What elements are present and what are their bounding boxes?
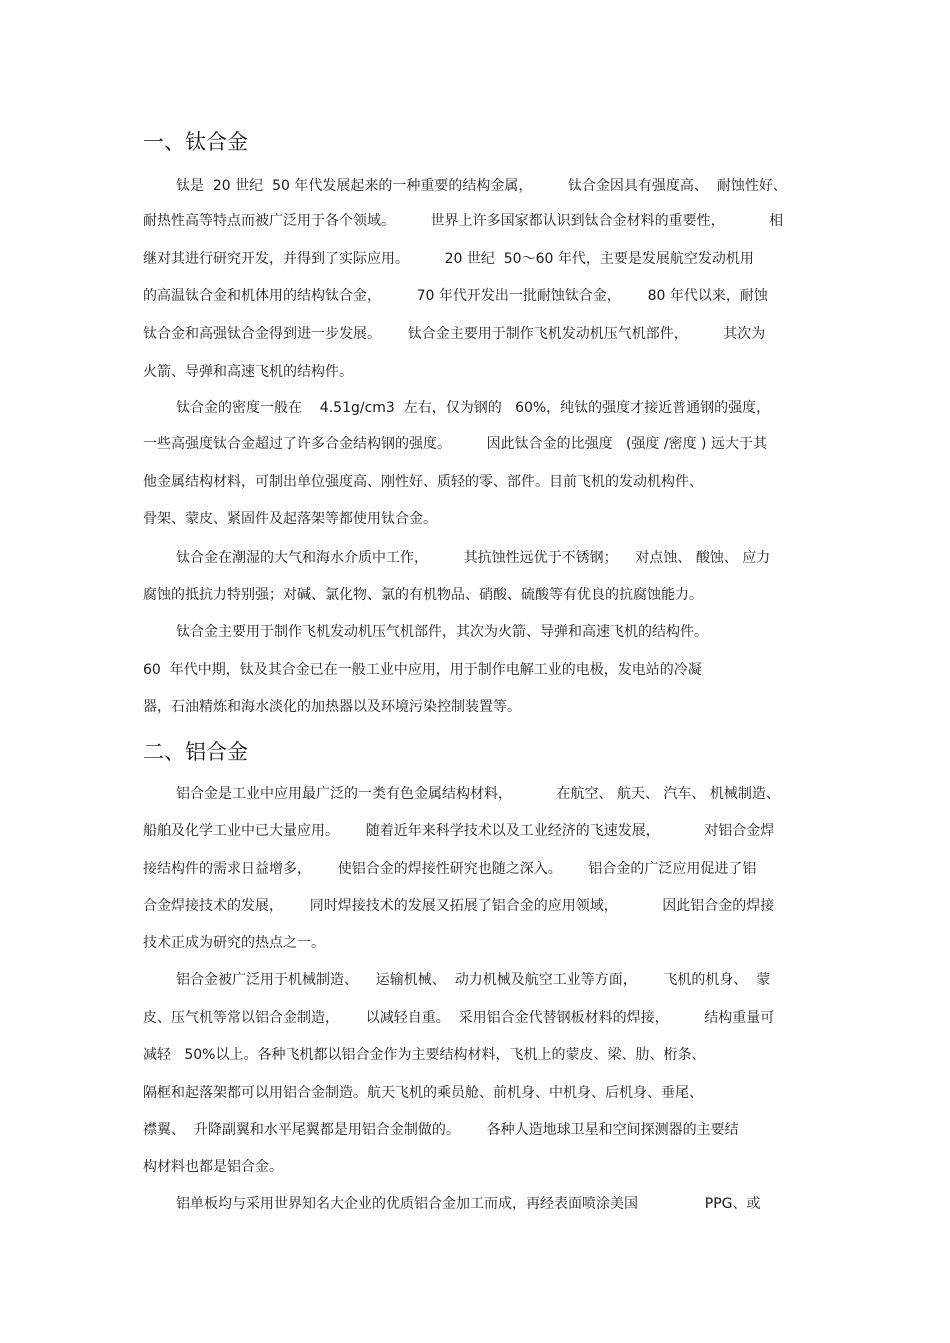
section-heading-titanium: 一、钛合金: [143, 130, 248, 154]
paragraph-line: 一些高强度钛合金超过了许多合金结构钢的强度。 因此钛合金的比强度 (强度 /密度 ) 远大于其: [143, 436, 767, 452]
paragraph-line: 隔框和起落架都可以用铝合金制造。航天飞机的乘员舱、前机身、中机身、后机身、垂尾、: [143, 1085, 703, 1101]
paragraph-line: 技术正成为研究的热点之一。: [143, 935, 325, 951]
paragraph-line: 皮、压气机等常以铝合金制造， 以减轻自重。 采用铝合金代替钢板材料的焊接， 结构重量可: [143, 1010, 775, 1026]
paragraph-line: 60 年代中期，钛及其合金已在一般工业中应用，用于制作电解工业的电极，发电站的冷凝: [143, 662, 702, 678]
paragraph-line: 构材料也都是铝合金。: [143, 1159, 283, 1175]
paragraph-line: 继对其进行研究开发，并得到了实际应用。 20 世纪 50～60 年代，主要是发展航空发动机用: [143, 251, 754, 267]
paragraph-line: 骨架、蒙皮、紧固件及起落架等都使用钛合金。: [143, 511, 437, 527]
paragraph-line: 铝单板均与采用世界知名大企业的优质铝合金加工而成，再经表面喷涂美国 PPG、或: [176, 1196, 761, 1212]
paragraph-line: 船舶及化学工业中已大量应用。 随着近年来科学技术以及工业经济的飞速发展， 对铝合金焊: [143, 823, 775, 839]
paragraph-line: 襟翼、 升降副翼和水平尾翼都是用铝合金制做的。 各种人造地球卫星和空间探测器的主要结: [143, 1122, 739, 1138]
paragraph-line: 钛合金和高强钛合金得到进一步发展。 钛合金主要用于制作飞机发动机压气机部件， 其次为: [143, 326, 766, 342]
paragraph-line: 钛是 20 世纪 50 年代发展起来的一种重要的结构金属， 钛合金因具有强度高、 耐蚀性好、: [176, 178, 787, 194]
paragraph-line: 铝合金被广泛用于机械制造、 运输机械、 动力机械及航空工业等方面， 飞机的机身、 蒙: [176, 972, 771, 988]
paragraph-line: 火箭、导弹和高速飞机的结构件。: [143, 364, 353, 380]
paragraph-line: 减轻 50%以上。各种飞机都以铝合金作为主要结构材料，飞机上的蒙皮、梁、肋、桁条、: [143, 1047, 706, 1063]
paragraph-line: 铝合金是工业中应用最广泛的一类有色金属结构材料， 在航空、 航天、 汽车、 机械制造、: [176, 786, 780, 802]
paragraph-line: 钛合金在潮湿的大气和海水介质中工作， 其抗蚀性远优于不锈钢； 对点蚀、 酸蚀、 应力: [176, 550, 771, 566]
paragraph-line: 钛合金主要用于制作飞机发动机压气机部件，其次为火箭、导弹和高速飞机的结构件。: [176, 624, 708, 640]
paragraph-line: 钛合金的密度一般在 4.51g/cm3 左右，仅为钢的 60%，纯钛的强度才接近普通钢的强度，: [176, 400, 771, 416]
section-heading-aluminum: 二、铝合金: [143, 740, 248, 764]
paragraph-line: 腐蚀的抵抗力特别强；对碱、氯化物、氯的有机物品、硝酸、硫酸等有优良的抗腐蚀能力。: [143, 587, 703, 603]
paragraph-line: 器，石油精炼和海水淡化的加热器以及环境污染控制装置等。: [143, 699, 521, 715]
paragraph-line: 他金属结构材料，可制出单位强度高、刚性好、质轻的零、部件。目前飞机的发动机构件、: [143, 474, 703, 490]
paragraph-line: 的高温钛合金和机体用的结构钛合金， 70 年代开发出一批耐蚀钛合金， 80 年代以来，耐蚀: [143, 288, 768, 304]
paragraph-line: 接结构件的需求日益增多， 使铝合金的焊接性研究也随之深入。 铝合金的广泛应用促进了铝: [143, 861, 757, 877]
paragraph-line: 合金焊接技术的发展， 同时焊接技术的发展又拓展了铝合金的应用领域， 因此铝合金的焊接: [143, 898, 775, 914]
paragraph-line: 耐热性高等特点而被广泛用于各个领域。 世界上许多国家都认识到钛合金材料的重要性， 相: [143, 213, 784, 229]
